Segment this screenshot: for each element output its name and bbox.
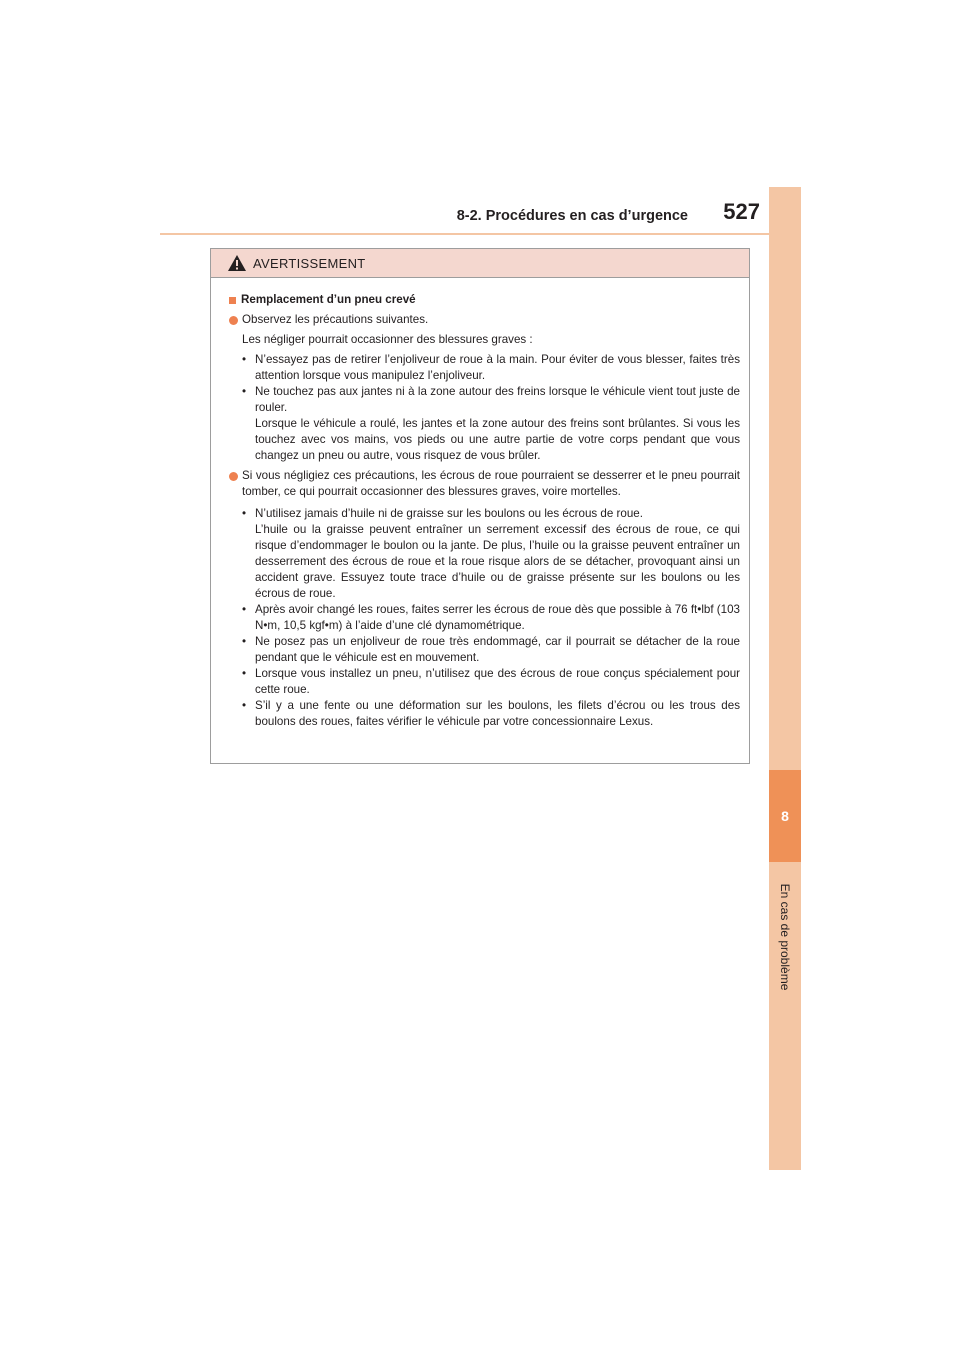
page-number: 527 (723, 199, 760, 224)
sub-list-item (242, 384, 740, 464)
sub-list-item: • N’essayez pas de retirer l’enjoliveur de roue à la main. Pour éviter de vous blesser, faites très attention lorsque vous manipulez l’enjoliveur. (242, 352, 740, 384)
chapter-number-box (769, 770, 801, 862)
sub-list-item (242, 506, 740, 602)
sub-item-continuation: L’huile ou la graisse peuvent entraîner un serrement excessif des écrous de roue, ce qui risque d’endommager le boulon ou la jante. De plus, l’huile ou la graisse peuvent entraîner un desserrement des écrous de roue et la roue risque alors de se détacher, provoquant ainsi un accident grave. Essuyez toute trace d’huile ou de graisse présente sur les boulons ou les écrous de roue. (255, 523, 740, 600)
bullet-text: Observez les précautions suivantes. (242, 313, 429, 326)
circle-bullet-icon (229, 472, 238, 481)
square-bullet-icon (229, 297, 236, 304)
sub-list-item: • Lorsque vous installez un pneu, n’utilisez que des écrous de roue conçus spécialement pour cette roue. (242, 666, 740, 698)
sub-item-text: • N’utilisez jamais d’huile ni de graisse sur les boulons ou les écrous de roue. (255, 507, 643, 520)
sub-item-text: • Ne touchez pas aux jantes ni à la zone autour des freins lorsque le véhicule vient tout juste de rouler. (255, 385, 740, 414)
sub-list-item: • Après avoir changé les roues, faites serrer les écrous de roue dès que possible à 76 ft•lbf (103 N•m, 10,5 kgf•m) à l’aide d’une clé dynamométrique. (242, 602, 740, 634)
warning-triangle-icon (227, 254, 247, 272)
warning-body (211, 278, 749, 730)
bullet-item (229, 468, 740, 500)
side-tab (769, 187, 801, 1170)
warning-heading-text: Remplacement d’un pneu crevé (241, 293, 416, 306)
bullet-item (229, 312, 740, 328)
circle-bullet-icon (229, 316, 238, 325)
bullet-text: Si vous négligiez ces précautions, les écrous de roue pourraient se desserrer et le pneu pourrait tomber, ce qui pourrait occasionner des blessures graves, voire mortelles. (242, 469, 740, 498)
warning-header (211, 249, 749, 278)
sub-item-continuation: Lorsque le véhicule a roulé, les jantes et la zone autour des freins sont brûlantes. Si vous les touchez avec vos mains, vos pieds ou une autre partie de votre corps pendant que vous changez un pneu ou autre, vous risquez de vous brûler. (255, 417, 740, 462)
warning-box (210, 248, 750, 764)
header-rule (160, 233, 800, 235)
warning-heading (229, 292, 740, 308)
sub-list (229, 506, 740, 730)
chapter-number: 8 (781, 808, 789, 824)
sub-list-item: • S’il y a une fente ou une déformation sur les boulons, les filets d’écrou ou les trous des boulons des roues, faites vérifier le véhicule par votre concessionnaire Lexus. (242, 698, 740, 730)
chapter-label: En cas de problème (778, 883, 792, 991)
sub-list (229, 352, 740, 464)
warning-title: AVERTISSEMENT (253, 255, 366, 271)
section-title: 8-2. Procédures en cas d’urgence (456, 208, 688, 224)
paragraph: Les négliger pourrait occasionner des blessures graves : (242, 333, 533, 346)
sub-list-item: • Ne posez pas un enjoliveur de roue très endommagé, car il pourrait se détacher de la roue pendant que le véhicule est en mouvement. (242, 634, 740, 666)
